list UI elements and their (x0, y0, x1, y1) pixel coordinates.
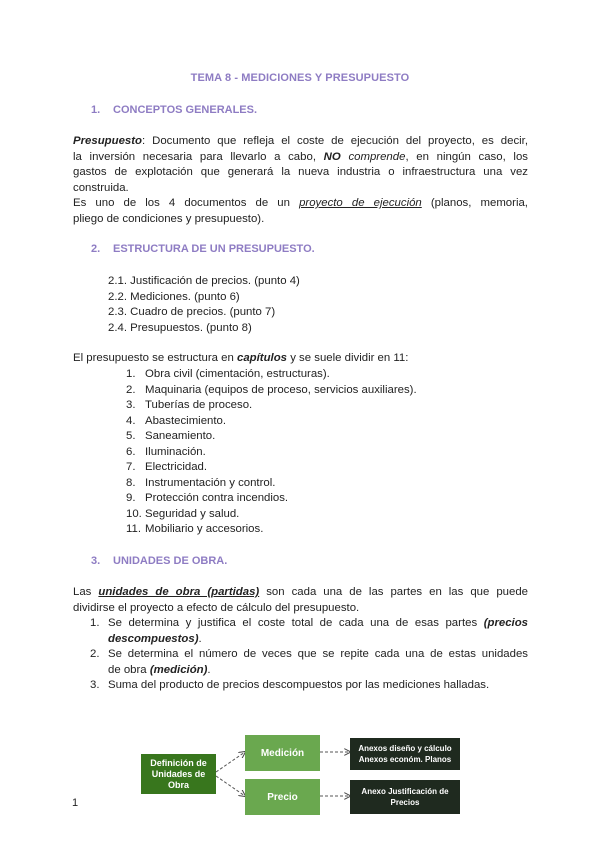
list-item (126, 414, 417, 430)
list-item (126, 429, 417, 445)
list-number: 8. (126, 476, 136, 489)
unidades-las: Las (73, 586, 92, 598)
list-number: 4. (126, 414, 136, 427)
diagram-precio-box (245, 779, 320, 815)
definition-text-b: la inversión necesaria para llevarlo a cabo, (73, 150, 316, 163)
list-text: Tuberías de proceso. (145, 399, 253, 411)
section-1-title: CONCEPTOS GENERALES. (113, 104, 258, 116)
list-item: 2.2. Mediciones. (punto 6) (108, 290, 240, 303)
step-2-line-1: Se determina el número de veces que se repite cada una de estas unidades (108, 648, 528, 660)
section-1-number: 1. (91, 104, 101, 116)
list-number: 2. (126, 383, 136, 396)
documents-line-1 (73, 196, 528, 212)
structure-sublist (108, 274, 300, 336)
step-1-line-1 (108, 616, 528, 632)
list-number: 2. (90, 648, 100, 660)
definition-text-a: : Documento que refleja el coste de ejecución del proyecto, es decir, (142, 135, 528, 147)
step-3-line-1: Suma del producto de precios descompuestos por las mediciones halladas. (108, 679, 490, 691)
definition-line-2 (73, 150, 528, 166)
list-text: Seguridad y salud. (145, 507, 240, 520)
list-number: 6. (126, 445, 136, 458)
diagram-root-line: Obra (167, 779, 189, 790)
precios-term-b: descompuestos) (108, 632, 199, 645)
diagram-anexos-line: Anexo Justificación de (361, 787, 449, 796)
unidades-rest: son cada una de las partes en las que puede (266, 586, 528, 598)
list-text: Instrumentación y control. (145, 476, 276, 489)
definition-line-4: construida. (73, 181, 129, 194)
list-text: Obra civil (cimentación, estructuras). (145, 368, 330, 380)
section-3-title: UNIDADES DE OBRA. (113, 555, 228, 567)
unidades-obra-term: unidades de obra (partidas) (98, 586, 260, 598)
list-item (126, 522, 417, 538)
list-text: Maquinaria (equipos de proceso, servicios auxiliares). (145, 383, 417, 396)
list-text: Protección contra incendios. (145, 492, 289, 504)
diagram-anexos-diseno-box (350, 738, 460, 770)
list-number: 10. (126, 507, 142, 520)
documents-text-a: Es uno de los 4 documentos de un (73, 197, 290, 209)
comprende-emphasis: comprende (348, 150, 406, 163)
list-item: 2.3. Cuadro de precios. (punto 7) (108, 306, 276, 318)
unidades-line-1 (73, 585, 528, 601)
chapters-intro-a: El presupuesto se estructura en (73, 352, 234, 364)
section-3-number: 3. (91, 555, 101, 567)
list-text: Saneamiento. (145, 430, 216, 442)
diagram-root-box (141, 754, 216, 794)
presupuesto-definition (73, 134, 528, 227)
list-item: 2.1. Justificación de precios. (punto 4) (108, 275, 300, 287)
list-item (126, 507, 417, 523)
list-item (126, 460, 417, 476)
list-number: 5. (126, 430, 136, 442)
proyecto-ejecucion-term: proyecto de ejecución (299, 197, 422, 209)
definition-text-c: , en ningún caso, los (405, 150, 528, 163)
list-item (90, 647, 528, 678)
list-number: 1. (126, 368, 136, 380)
list-number: 1. (90, 617, 100, 629)
diagram-medicion-box (245, 735, 320, 771)
documents-line-2: pliego de condiciones y presupuesto). (73, 212, 265, 225)
unidades-definition (73, 585, 528, 616)
chapters-list (126, 367, 417, 538)
documents-text-b: (planos, memoria, (430, 197, 528, 209)
list-text: Mobiliario y accesorios. (145, 523, 264, 535)
diagram-anexos-line: Precios (390, 798, 420, 807)
list-item (90, 678, 528, 694)
section-2-number: 2. (91, 243, 101, 255)
capitulos-term: capítulos (237, 352, 288, 364)
diagram-anexos-line: Anexos diseño y cálculo (358, 744, 452, 753)
precios-term-a: (precios (483, 617, 528, 629)
list-number: 9. (126, 492, 136, 504)
list-text: Iluminación. (145, 445, 206, 458)
unidades-line-2: dividirse el proyecto a efecto de cálculo del presupuesto. (73, 601, 360, 614)
section-2-heading (91, 243, 315, 255)
diagram-precio-label: Precio (267, 791, 298, 803)
step-1-text: Se determina y justifica el coste total de cada una de esas partes (108, 617, 478, 629)
diagram-root-line: Definición de (150, 757, 207, 768)
list-text: Abastecimiento. (145, 414, 227, 427)
section-2-title: ESTRUCTURA DE UN PRESUPUESTO. (113, 243, 315, 255)
list-item (126, 383, 417, 399)
list-item (126, 491, 417, 507)
no-emphasis: NO (323, 150, 341, 163)
list-item (126, 445, 417, 461)
connector-root-medicion (216, 752, 245, 772)
step-2-text: de obra (108, 663, 147, 676)
list-text: Electricidad. (145, 461, 208, 473)
diagram-root-line: Unidades de (151, 768, 206, 779)
definition-line-3: gastos de explotación que generará la nueva industria o infraestructura una vez (73, 166, 528, 178)
list-item: 2.4. Presupuestos. (punto 8) (108, 321, 252, 334)
diagram-medicion-label: Medición (260, 747, 305, 759)
page-number: 1 (72, 797, 79, 809)
section-1-heading (91, 104, 257, 116)
medicion-term: (medición) (149, 663, 208, 676)
step-2-line-2 (108, 663, 528, 679)
chapters-intro-b: y se suele dividir en 11: (290, 352, 409, 364)
chapters-intro (73, 351, 528, 367)
list-number: 7. (126, 461, 136, 473)
step-1-line-2 (108, 632, 528, 648)
list-number: 11. (126, 523, 141, 535)
step-1-end: . (198, 632, 202, 645)
list-item (126, 398, 417, 414)
diagram-anexo-justificacion-box (350, 780, 460, 814)
page-title: TEMA 8 - MEDICIONES Y PRESUPUESTO (190, 72, 410, 84)
section-3-heading (91, 555, 227, 567)
unidades-steps (90, 616, 528, 694)
list-item (126, 367, 417, 383)
step-2-end: . (207, 663, 211, 676)
definition-line-1 (73, 134, 528, 150)
list-item (90, 616, 528, 647)
list-number: 3. (90, 679, 100, 691)
list-item (126, 476, 417, 492)
diagram-anexos-line: Anexos económ. Planos (358, 755, 452, 764)
presupuesto-term: Presupuesto (73, 135, 142, 147)
connector-root-precio (216, 776, 245, 796)
list-number: 3. (126, 399, 136, 411)
